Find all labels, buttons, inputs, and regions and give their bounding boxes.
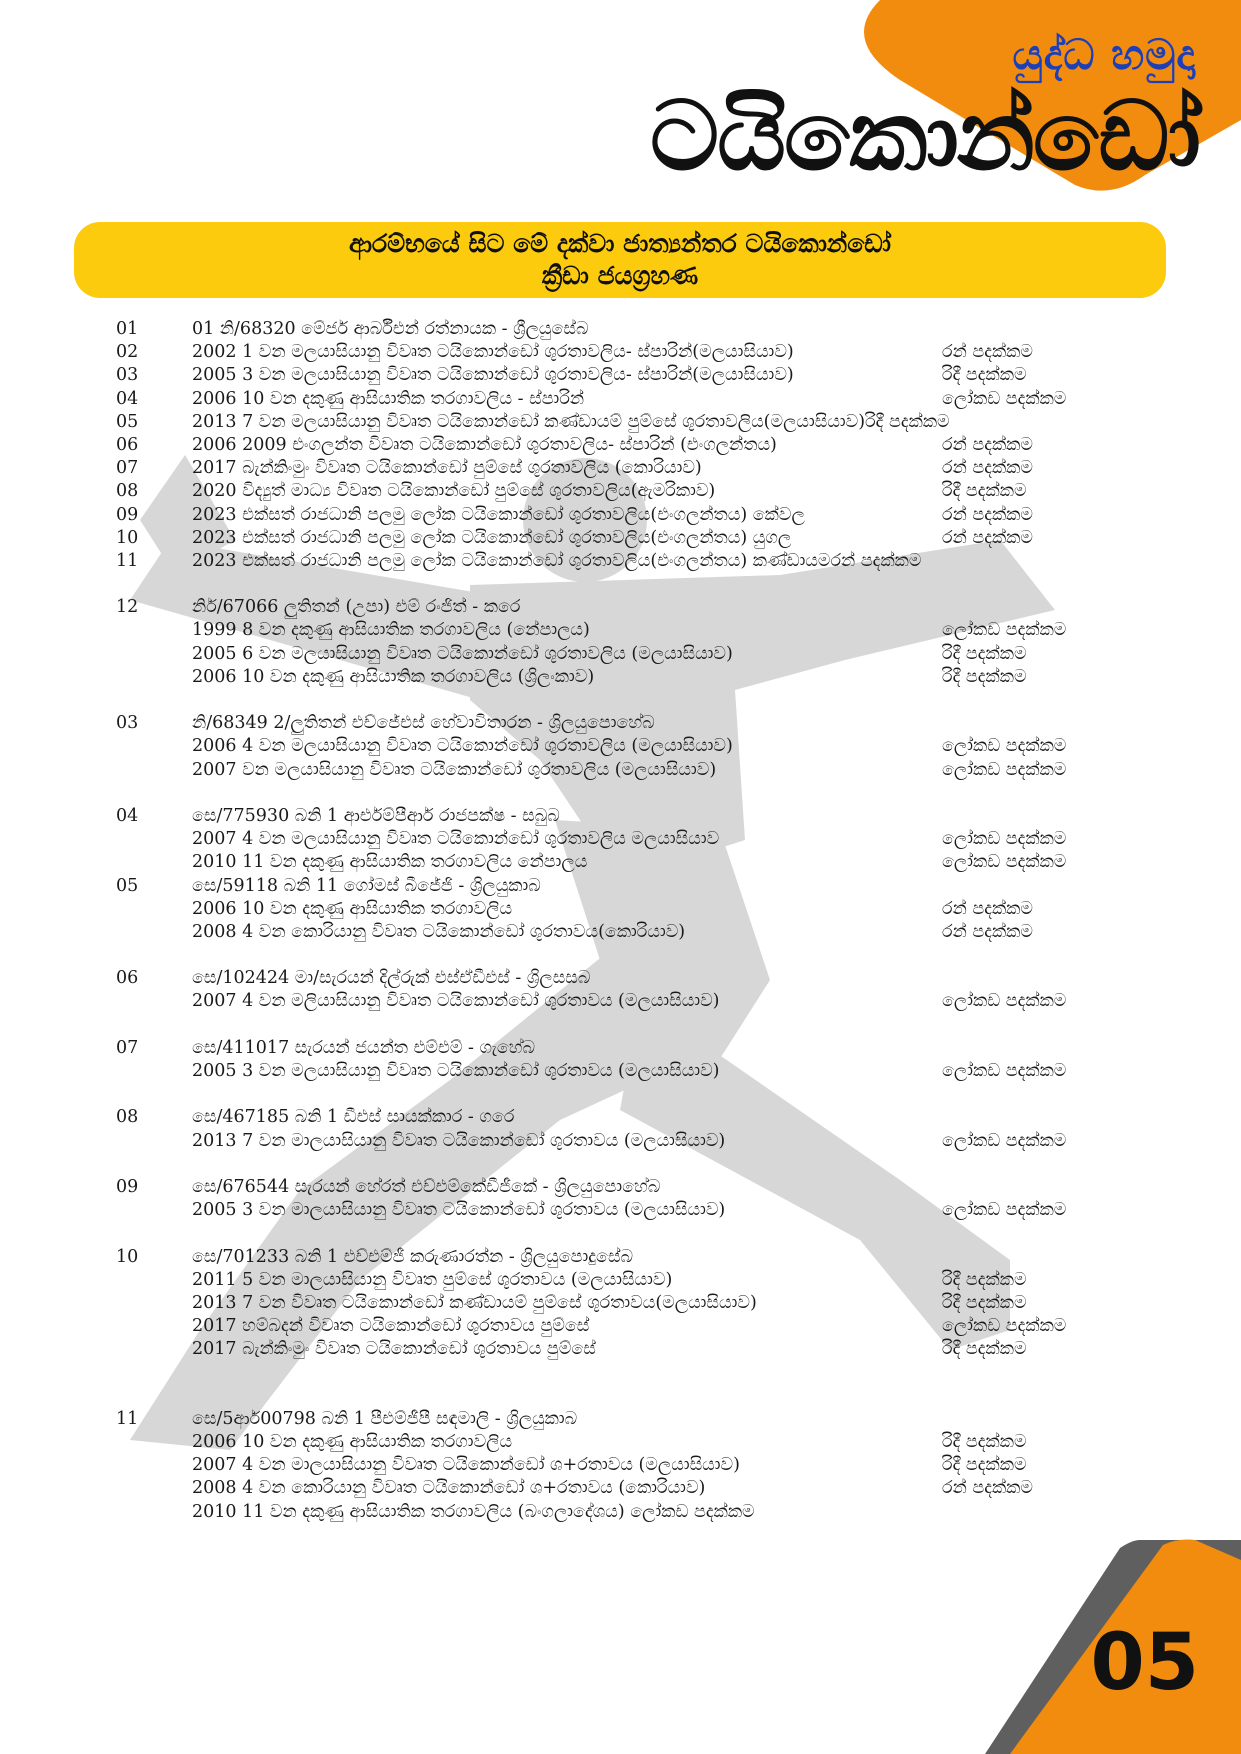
record-text: 2013 7 වන විවෘත ටයිකොන්ඩෝ කණ්ඩායම් පුම්සේ ශුරතාවය(මලයාසියාව) [192, 1292, 757, 1313]
record-award: ලෝකඩ පදක්කම [942, 1200, 1067, 1221]
row-spacer [0, 944, 1241, 967]
record-number: 03 [116, 713, 139, 734]
record-row [0, 318, 1241, 341]
record-text: 2006 2009 එංගලන්ත විවෘත ටයිකොන්ඩෝ ශුරතාවලිය- ස්පාරින් (එංගලන්තය) [192, 434, 777, 455]
record-award: රන් පදක්කම [942, 1478, 1033, 1499]
record-award: රිදී පදක්කම [942, 1292, 1027, 1313]
record-text: 2013 7 වන මලයාසියානු විවෘත ටයිකොන්ඩෝ කණ්ඩායම් පුම්සේ ශුරතාවලිය(මලයාසියාව)රිදී පදක්කම [192, 411, 950, 432]
record-text: 2023 එක්සත් රාජධානි පලමු ලෝක ටයිකොන්ඩෝ ශුරතාවලිය(එංගලන්තය) යුගල [192, 527, 792, 548]
header-subtitle: යුද්ධ හමුදා [1012, 30, 1196, 79]
banner-line-2: ක්‍රීඩා ජයග්‍රහණ [541, 261, 699, 290]
row-spacer [0, 1385, 1241, 1408]
record-number: 08 [116, 1107, 139, 1128]
record-row [0, 1246, 1241, 1269]
record-row [0, 967, 1241, 990]
record-text: නිර්/67066 ලුතිතන් (උපා) එම් රංජිත් - කරෙ [192, 597, 521, 618]
record-row [0, 1060, 1241, 1083]
record-text: සෙ/701233 බනි 1 එච්එම්ජී කරුණාරත්න - ශ්‍රිලයුපොදුසේබ [192, 1246, 634, 1267]
record-award: රන් පදක්කම [942, 527, 1033, 548]
records-list [0, 318, 1241, 1524]
record-row [0, 1338, 1241, 1361]
record-row [0, 828, 1241, 851]
record-number: 05 [116, 875, 139, 896]
record-row [0, 1477, 1241, 1500]
record-row [0, 1431, 1241, 1454]
record-number: 03 [116, 365, 139, 386]
record-row [0, 480, 1241, 503]
record-text: 2013 7 වන මාලයාසියානු විවෘත ටයිකොන්ඩෝ ශුරතාවය (මලයාසියාව) [192, 1130, 726, 1151]
record-number: 02 [116, 342, 139, 363]
record-number: 04 [116, 388, 139, 409]
record-number: 06 [116, 968, 139, 989]
record-number: 09 [116, 1176, 139, 1197]
record-row [0, 1454, 1241, 1477]
page-number: 05 [1090, 1618, 1199, 1708]
record-award: රිදී පදක්කම [942, 643, 1027, 664]
record-award: රන් පදක්කම [942, 458, 1033, 479]
record-number: 07 [116, 458, 139, 479]
record-row [0, 643, 1241, 666]
record-row [0, 1106, 1241, 1129]
record-text: 2002 1 වන මලයාසියානු විවෘත ටයිකොන්ඩෝ ශුරතාවලිය- ස්පාරින්(මලයාසියාව) [192, 342, 794, 363]
record-award: රිදී පදක්කම [942, 1269, 1027, 1290]
record-number: 05 [116, 411, 139, 432]
record-row [0, 388, 1241, 411]
record-text: 2006 10 වන දකුණු ආසියාතික තරගාවලිය - ස්පාරින් [192, 388, 585, 409]
record-number: 06 [116, 434, 139, 455]
record-award: ලෝකඩ පදක්කම [942, 852, 1067, 873]
record-row [0, 1501, 1241, 1524]
record-number: 04 [116, 805, 139, 826]
record-text: 2023 එක්සත් රාජධානි පලමු ලෝක ටයිකොන්ඩෝ ශුරතාවලිය(එංගලන්තය) කේවල [192, 504, 805, 525]
record-text: 2017 බැන්කිංමුං විවෘත ටයිකොන්ඩෝ ශුරතාවය පුම්සේ [192, 1339, 596, 1360]
record-row [0, 1037, 1241, 1060]
record-text: 2007 4 වන මලයාසියානු විවෘත ටයිකොන්ඩෝ ශුරතාවලිය මලයාසියාව [192, 829, 720, 850]
record-text: 2008 4 වන කොරියානු විවෘත ටයිකොන්ඩෝ ශ+රතාවය (කොරියාව) [192, 1478, 706, 1499]
record-row [0, 851, 1241, 874]
record-text: 2011 5 වන මාලයාසියානු විවෘත පුම්සේ ශුරතාවය (මලයාසියාව) [192, 1269, 673, 1290]
record-text: සෙ/676544 සැරයන් හේරත් එච්එම්කේඩීජීකේ - ශ්‍රිලයුපොහේබ [192, 1176, 661, 1197]
record-number: 01 [116, 319, 139, 339]
record-row [0, 341, 1241, 364]
record-text: 2006 10 වන දකුණු ආසියාතික තරගාවලිය [192, 898, 513, 919]
record-award: රන් පදක්කම [942, 898, 1033, 919]
record-text: 2005 6 වන මලයාසියානු විවෘත ටයිකොන්ඩෝ ශුරතාවලිය (මලයාසියාව) [192, 643, 733, 664]
record-row [0, 1269, 1241, 1292]
record-number: 07 [116, 1037, 139, 1058]
banner-line-1: ආරම්භයේ සිට මේ දක්වා ජාත්‍යන්තර ටයිකොන්ඩෝ [348, 229, 892, 258]
record-award: රිදී පදක්කම [942, 481, 1027, 502]
row-spacer [0, 689, 1241, 712]
record-row [0, 898, 1241, 921]
header-title: ටයිකොන්ඩෝ [649, 80, 1199, 192]
record-award: රන් පදක්කම [942, 504, 1033, 525]
record-row [0, 735, 1241, 758]
record-award: ලෝකඩ පදක්කම [942, 759, 1067, 780]
record-number: 10 [116, 1246, 139, 1267]
record-text: 2007 4 වන මලියාසියානු විවෘත ටයිකොන්ඩෝ ශුරතාවය (මලයාසියාව) [192, 991, 720, 1012]
record-row [0, 550, 1241, 573]
record-text: 2010 11 වන දකුණු ආසියාතික තරගාවලිය නේපාලය [192, 852, 588, 873]
record-award: ලෝකඩ පදක්කම [942, 991, 1067, 1012]
record-text: 2005 3 වන මලයාසියානු විවෘත ටයිකොන්ඩෝ ශුරතාවලිය- ස්පාරින්(මලයාසියාව) [192, 365, 794, 386]
record-text: 1999 8 වන දකුණු ආසියාතික තරගාවලිය (නේපාලය) [192, 620, 590, 641]
record-text: 2017 බැන්කිංමුං විවෘත ටයිකොන්ඩෝ පුම්සේ ශුරතාවලිය (කොරියාව) [192, 458, 702, 479]
record-row [0, 1130, 1241, 1153]
record-row [0, 1315, 1241, 1338]
record-row [0, 666, 1241, 689]
record-award: රන් පදක්කම [942, 342, 1033, 363]
record-number: 12 [116, 597, 139, 618]
record-row [0, 527, 1241, 550]
record-row [0, 596, 1241, 619]
record-row [0, 921, 1241, 944]
row-spacer [0, 1361, 1241, 1384]
record-row [0, 805, 1241, 828]
record-row [0, 1199, 1241, 1222]
record-award: ලෝකඩ පදක්කම [942, 829, 1067, 850]
row-spacer [0, 1153, 1241, 1176]
record-award: රන් පදක්කම [942, 434, 1033, 455]
row-spacer [0, 1083, 1241, 1106]
record-text: සෙ/411017 සැරයන් ජයන්ත එම්එම් - ගැහේබ [192, 1037, 536, 1058]
record-text: 2006 4 වන මලයාසියානු විවෘත ටයිකොන්ඩෝ ශුරතාවලිය (මලයාසියාව) [192, 736, 733, 757]
record-award: රිදී පදක්කම [942, 1455, 1027, 1476]
record-award: රන් පදක්කම [942, 921, 1033, 942]
record-row [0, 759, 1241, 782]
record-award: ලෝකඩ පදක්කම [942, 1061, 1067, 1081]
row-spacer [0, 573, 1241, 596]
record-award: ලෝකඩ පදක්කම [942, 388, 1067, 409]
record-row [0, 457, 1241, 480]
record-text: 01 නි/68320 මේජර් ආර්බීඑන් රත්නායක - ශ්‍රීලයුසේබ [192, 319, 589, 339]
record-text: 2007 4 වන මාලයාසියානු විවෘත ටයිකොන්ඩෝ ශ+රතාවය (මලයාසියාව) [192, 1455, 740, 1476]
record-text: 2005 3 වන මලයාසියානු විවෘත ටයිකොන්ඩෝ ශුරතාවය (මලයාසියාව) [192, 1061, 720, 1081]
record-text: 2006 10 වන දකුණු ආසියාතික තරගාවලිය (ශ්‍රිලංකාව) [192, 666, 595, 687]
record-row [0, 434, 1241, 457]
record-number: 08 [116, 481, 139, 502]
record-text: 2007 වන මලයාසියානු විවෘත ටයිකොන්ඩෝ ශුරතාවලිය (මලයාසියාව) [192, 759, 717, 780]
record-row [0, 364, 1241, 387]
record-award: රිදී පදක්කම [942, 1432, 1027, 1452]
record-text: සෙ/102424 මා/සැරයන් දිල්රුක් එස්ඒඩීඑස් - ශ්‍රිලසසබ [192, 968, 591, 989]
record-text: සෙ/5ආර්00798 බනි 1 පීඑම්ජීපී සඳමාලි - ශ්‍රිලයුකාබ [192, 1408, 578, 1429]
record-text: 2020 විද්‍යුත් මාධ්‍ය විවෘත ටයිකොන්ඩෝ පුම්සේ ශුරතාවලිය(ඇමරිකාව) [192, 481, 716, 502]
record-row [0, 1176, 1241, 1199]
record-row [0, 990, 1241, 1013]
record-text: සෙ/775930 බනි 1 ආර්එම්පීආර් රාජපක්ෂ - සබුබ [192, 805, 560, 826]
record-text: 2006 10 වන දකුණු ආසියාතික තරගාවලිය [192, 1432, 513, 1452]
record-row [0, 875, 1241, 898]
record-number: 11 [116, 1408, 139, 1429]
record-row [0, 712, 1241, 735]
record-row [0, 619, 1241, 642]
record-award: රිදී පදක්කම [942, 1339, 1027, 1360]
record-row [0, 1408, 1241, 1431]
record-text: නි/68349 2/ලුතිතන් එච්ජේඑස් හේවාවිතාරන - ශ්‍රිලයුපොහේබ [192, 713, 655, 734]
record-award: ලෝකඩ පදක්කම [942, 1316, 1067, 1337]
record-text: 2023 එක්සත් රාජධානි පලමු ලෝක ටයිකොන්ඩෝ ශුරතාවලිය(එංගලන්තය) කණ්ඩායමරන් පදක්කම [192, 550, 922, 571]
record-text: සෙ/467185 බනි 1 ඩීඑස් සායක්කාර - ගරෙ [192, 1107, 515, 1128]
record-row [0, 504, 1241, 527]
record-number: 09 [116, 504, 139, 525]
row-spacer [0, 1222, 1241, 1245]
record-text: 2017 හම්බදන් විවෘත ටයිකොන්ඩෝ ශුරතාවය පුම්සේ [192, 1316, 590, 1337]
record-text: 2005 3 වන මාලයාසියානු විවෘත ටයිකොන්ඩෝ ශුරතාවය (මලයාසියාව) [192, 1200, 726, 1221]
record-award: ලෝකඩ පදක්කම [942, 736, 1067, 757]
record-row [0, 411, 1241, 434]
row-spacer [0, 782, 1241, 805]
record-award: ලෝකඩ පදක්කම [942, 1130, 1067, 1151]
record-number: 11 [116, 550, 139, 571]
record-award: රිදී පදක්කම [942, 365, 1027, 386]
record-award: ලෝකඩ පදක්කම [942, 620, 1067, 641]
row-spacer [0, 1014, 1241, 1037]
record-award: රිදී පදක්කම [942, 666, 1027, 687]
record-text: 2010 11 වන දකුණු ආසියාතික තරගාවලිය (බංගලාදේශය) ලෝකඩ පදක්කම [192, 1501, 755, 1522]
record-row [0, 1292, 1241, 1315]
record-text: 2008 4 වන කොරියානු විවෘත ටයිකොන්ඩෝ ශුරතාවය(කොරියාව) [192, 921, 686, 942]
record-number: 10 [116, 527, 139, 548]
record-text: සෙ/59118 බනි 11 ගෝමස් බීජේජි - ශ්‍රිලයුකාබ [192, 875, 541, 896]
section-banner [74, 222, 1166, 298]
